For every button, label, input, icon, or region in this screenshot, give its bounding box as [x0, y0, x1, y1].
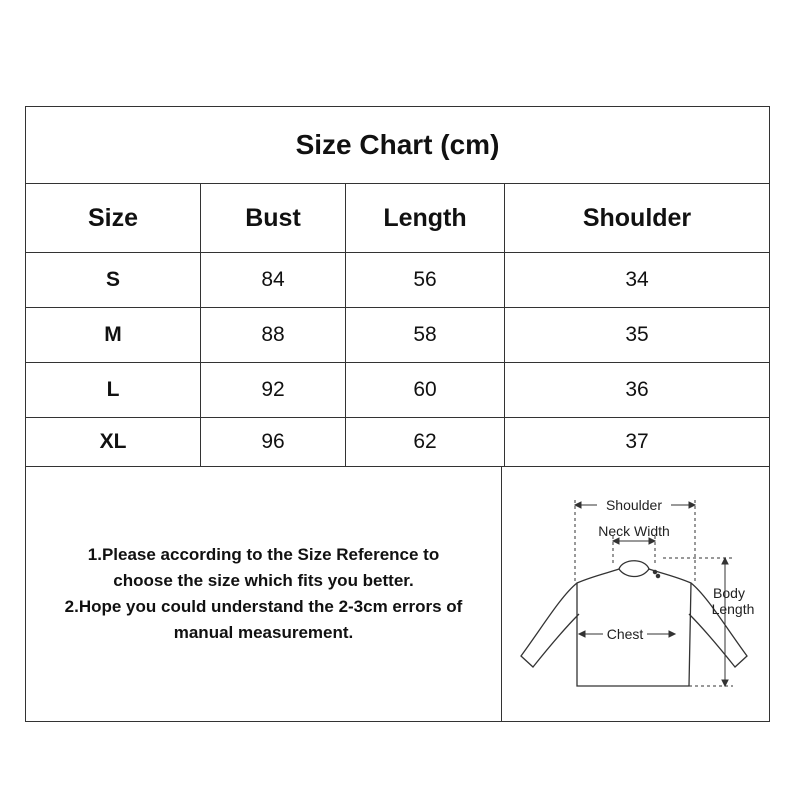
chest-label: Chest — [606, 626, 644, 642]
table-row — [26, 308, 769, 363]
table-row — [26, 253, 769, 308]
table-row — [26, 418, 769, 467]
cell-size: L — [26, 363, 201, 418]
header-length: Length — [346, 184, 505, 253]
measurement-notes — [26, 466, 502, 721]
table-row — [26, 363, 769, 418]
cell-length: 58 — [346, 308, 505, 363]
cell-shoulder: 36 — [505, 363, 770, 418]
cell-size: XL — [26, 418, 201, 467]
bottom-section — [26, 466, 769, 721]
shoulder-label: Shoulder — [605, 497, 663, 513]
chart-title: Size Chart (cm) — [26, 107, 769, 184]
shirt-diagram-icon — [503, 466, 769, 721]
neck-width-label: Neck Width — [598, 523, 670, 539]
cell-bust: 84 — [201, 253, 346, 308]
cell-shoulder: 34 — [505, 253, 770, 308]
cell-bust: 88 — [201, 308, 346, 363]
note-line: manual measurement. — [173, 622, 354, 642]
header-size: Size — [26, 184, 201, 253]
cell-length: 60 — [346, 363, 505, 418]
size-chart — [25, 106, 770, 722]
cell-bust: 96 — [201, 418, 346, 467]
note-line: choose the size which fits you better. — [113, 570, 414, 590]
cell-size: M — [26, 308, 201, 363]
body-length-label-2: Length — [711, 601, 755, 617]
note-line: 2.Hope you could understand the 2-3cm errors of — [64, 596, 463, 616]
header-shoulder: Shoulder — [505, 184, 770, 253]
size-table — [26, 184, 769, 467]
cell-length: 62 — [346, 418, 505, 467]
cell-size: S — [26, 253, 201, 308]
body-length-label-1: Body — [713, 585, 745, 601]
cell-length: 56 — [346, 253, 505, 308]
note-line: 1.Please according to the Size Reference to — [87, 544, 440, 564]
cell-shoulder: 35 — [505, 308, 770, 363]
header-bust: Bust — [201, 184, 346, 253]
measurement-diagram — [503, 466, 769, 721]
cell-bust: 92 — [201, 363, 346, 418]
header-row — [26, 184, 769, 253]
cell-shoulder: 37 — [505, 418, 770, 467]
